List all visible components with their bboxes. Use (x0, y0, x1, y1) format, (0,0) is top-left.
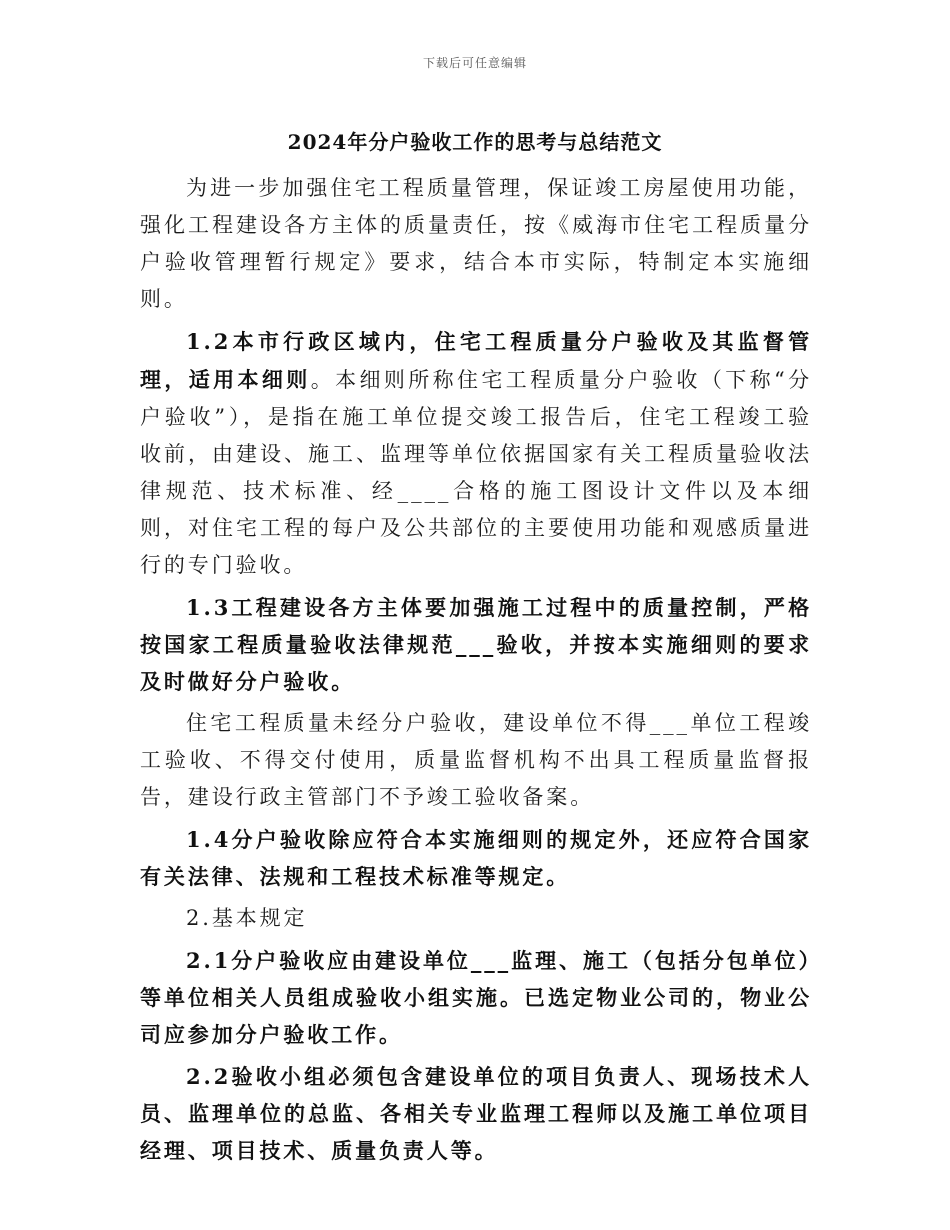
paragraph-1-2-normal: 。本细则所称住宅工程质量分户验收（下称“分户验收”），是指在施工单位提交竣工报告后，住宅工程竣工验收前，由建设、施工、监理等单位依据国家有关工程质量验收法律规范、技术标准、经____合格的施工图设计文件以及本细则，对住宅工程的每户及公共部位的主要使用功能和观感质量进行的专门验收。 (140, 368, 812, 577)
section-heading-basic-rules: 2.基本规定 (186, 906, 308, 930)
paragraph-2-2: 2.2验收小组必须包含建设单位的项目负责人、现场技术人员、监理单位的总监、各相关专业监理工程师以及施工单位项目经理、项目技术、质量负责人等。 (140, 1064, 812, 1163)
paragraph-1-2-bold: 1.2本市行政区域内，住宅工程质量分户验收及其监督管理，适用本细则 (140, 329, 812, 392)
paragraph-1-4: 1.4分户验收除应符合本实施细则的规定外，还应符合国家有关法律、法规和工程技术标准等规定。 (140, 827, 812, 889)
paragraph-1-2 (140, 323, 812, 584)
paragraph-2-1: 2.1分户验收应由建设单位___监理、施工（包括分包单位）等单位相关人员组成验收小组实施。已选定物业公司的，物业公司应参加分户验收工作。 (140, 948, 812, 1047)
paragraph-1-3: 1.3工程建设各方主体要加强施工过程中的质量控制，严格按国家工程质量验收法律规范___验收，并按本实施细则的要求及时做好分户验收。 (140, 595, 812, 694)
document-title: 2024年分户验收工作的思考与总结范文 (287, 130, 663, 154)
document-body (140, 170, 812, 1174)
paragraph-intro: 为进一步加强住宅工程质量管理，保证竣工房屋使用功能，强化工程建设各方主体的质量责任，按《威海市住宅工程质量分户验收管理暂行规定》要求，结合本市实际，特制定本实施细则。 (140, 176, 812, 311)
paragraph-acceptance-requirement: 住宅工程质量未经分户验收，建设单位不得___单位工程竣工验收、不得交付使用，质量监督机构不出具工程质量监督报告，建设行政主管部门不予竣工验收备案。 (140, 711, 812, 809)
header-note: 下载后可任意编辑 (422, 56, 527, 70)
